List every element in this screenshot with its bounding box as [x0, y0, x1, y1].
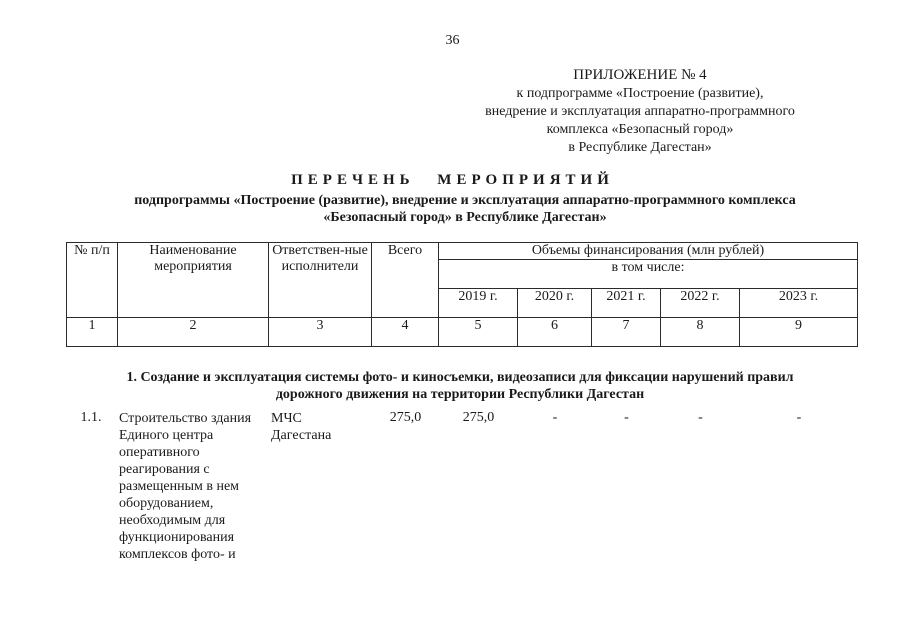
- header-financing: Объемы финансирования (млн рублей): [439, 243, 858, 260]
- row-value-2021: -: [624, 410, 629, 425]
- column-number: 9: [740, 318, 858, 347]
- page-number: 36: [445, 33, 460, 48]
- appendix-line: к подпрограмме «Построение (развитие),: [516, 86, 764, 101]
- column-number: 5: [439, 318, 518, 347]
- header-num: № п/п: [67, 243, 118, 318]
- row-responsible: МЧС Дагестана: [271, 411, 332, 443]
- column-number: 2: [118, 318, 269, 347]
- row-total: 275,0: [389, 410, 422, 425]
- column-number: 1: [67, 318, 118, 347]
- header-year-2019: 2019 г.: [439, 289, 518, 318]
- header-year-2023: 2023 г.: [740, 289, 858, 318]
- appendix-line: в Республике Дагестан»: [568, 140, 712, 155]
- column-number: 7: [592, 318, 661, 347]
- appendix-line: комплекса «Безопасный город»: [546, 122, 734, 137]
- header-responsible: Ответствен-ные исполнители: [269, 243, 372, 318]
- section-title: 1. Создание и эксплуатация системы фото- и киносъемки, видеозаписи для фиксации нарушений правил дорожного движения на территории Республики Дагестан: [126, 370, 794, 402]
- appendix-title: ПРИЛОЖЕНИЕ № 4: [573, 67, 707, 83]
- row-value-2022: -: [698, 410, 703, 425]
- row-value-2019: 275,0: [462, 410, 495, 425]
- column-number: 8: [661, 318, 740, 347]
- appendix-block: [440, 66, 840, 157]
- header-year-2021: 2021 г.: [592, 289, 661, 318]
- header-including: в том числе:: [439, 260, 858, 289]
- header-year-2020: 2020 г.: [518, 289, 592, 318]
- row-activity-name: Строительство здания Единого центра оперативного реагирования с размещенным в нем оборудованием, необходимым для функционирования комплексов фото- и: [119, 411, 252, 562]
- column-number: 3: [269, 318, 372, 347]
- document-title: ПЕРЕЧЕНЬ МЕРОПРИЯТИЙ: [291, 172, 614, 188]
- appendix-line: внедрение и эксплуатация аппаратно-программного: [485, 104, 795, 119]
- row-value-2023: -: [796, 410, 802, 425]
- financing-table: [66, 242, 858, 347]
- header-year-2022: 2022 г.: [661, 289, 740, 318]
- header-total: Всего: [372, 243, 439, 318]
- document-subtitle: подпрограммы «Построение (развитие), внедрение и эксплуатация аппаратно-программного комплекса «Безопасный город» в Республике Дагестан»: [134, 193, 796, 225]
- column-number: 4: [372, 318, 439, 347]
- row-number: 1.1.: [80, 410, 102, 425]
- column-number: 6: [518, 318, 592, 347]
- row-value-2020: -: [552, 410, 558, 425]
- header-name: Наименование мероприятия: [118, 243, 269, 318]
